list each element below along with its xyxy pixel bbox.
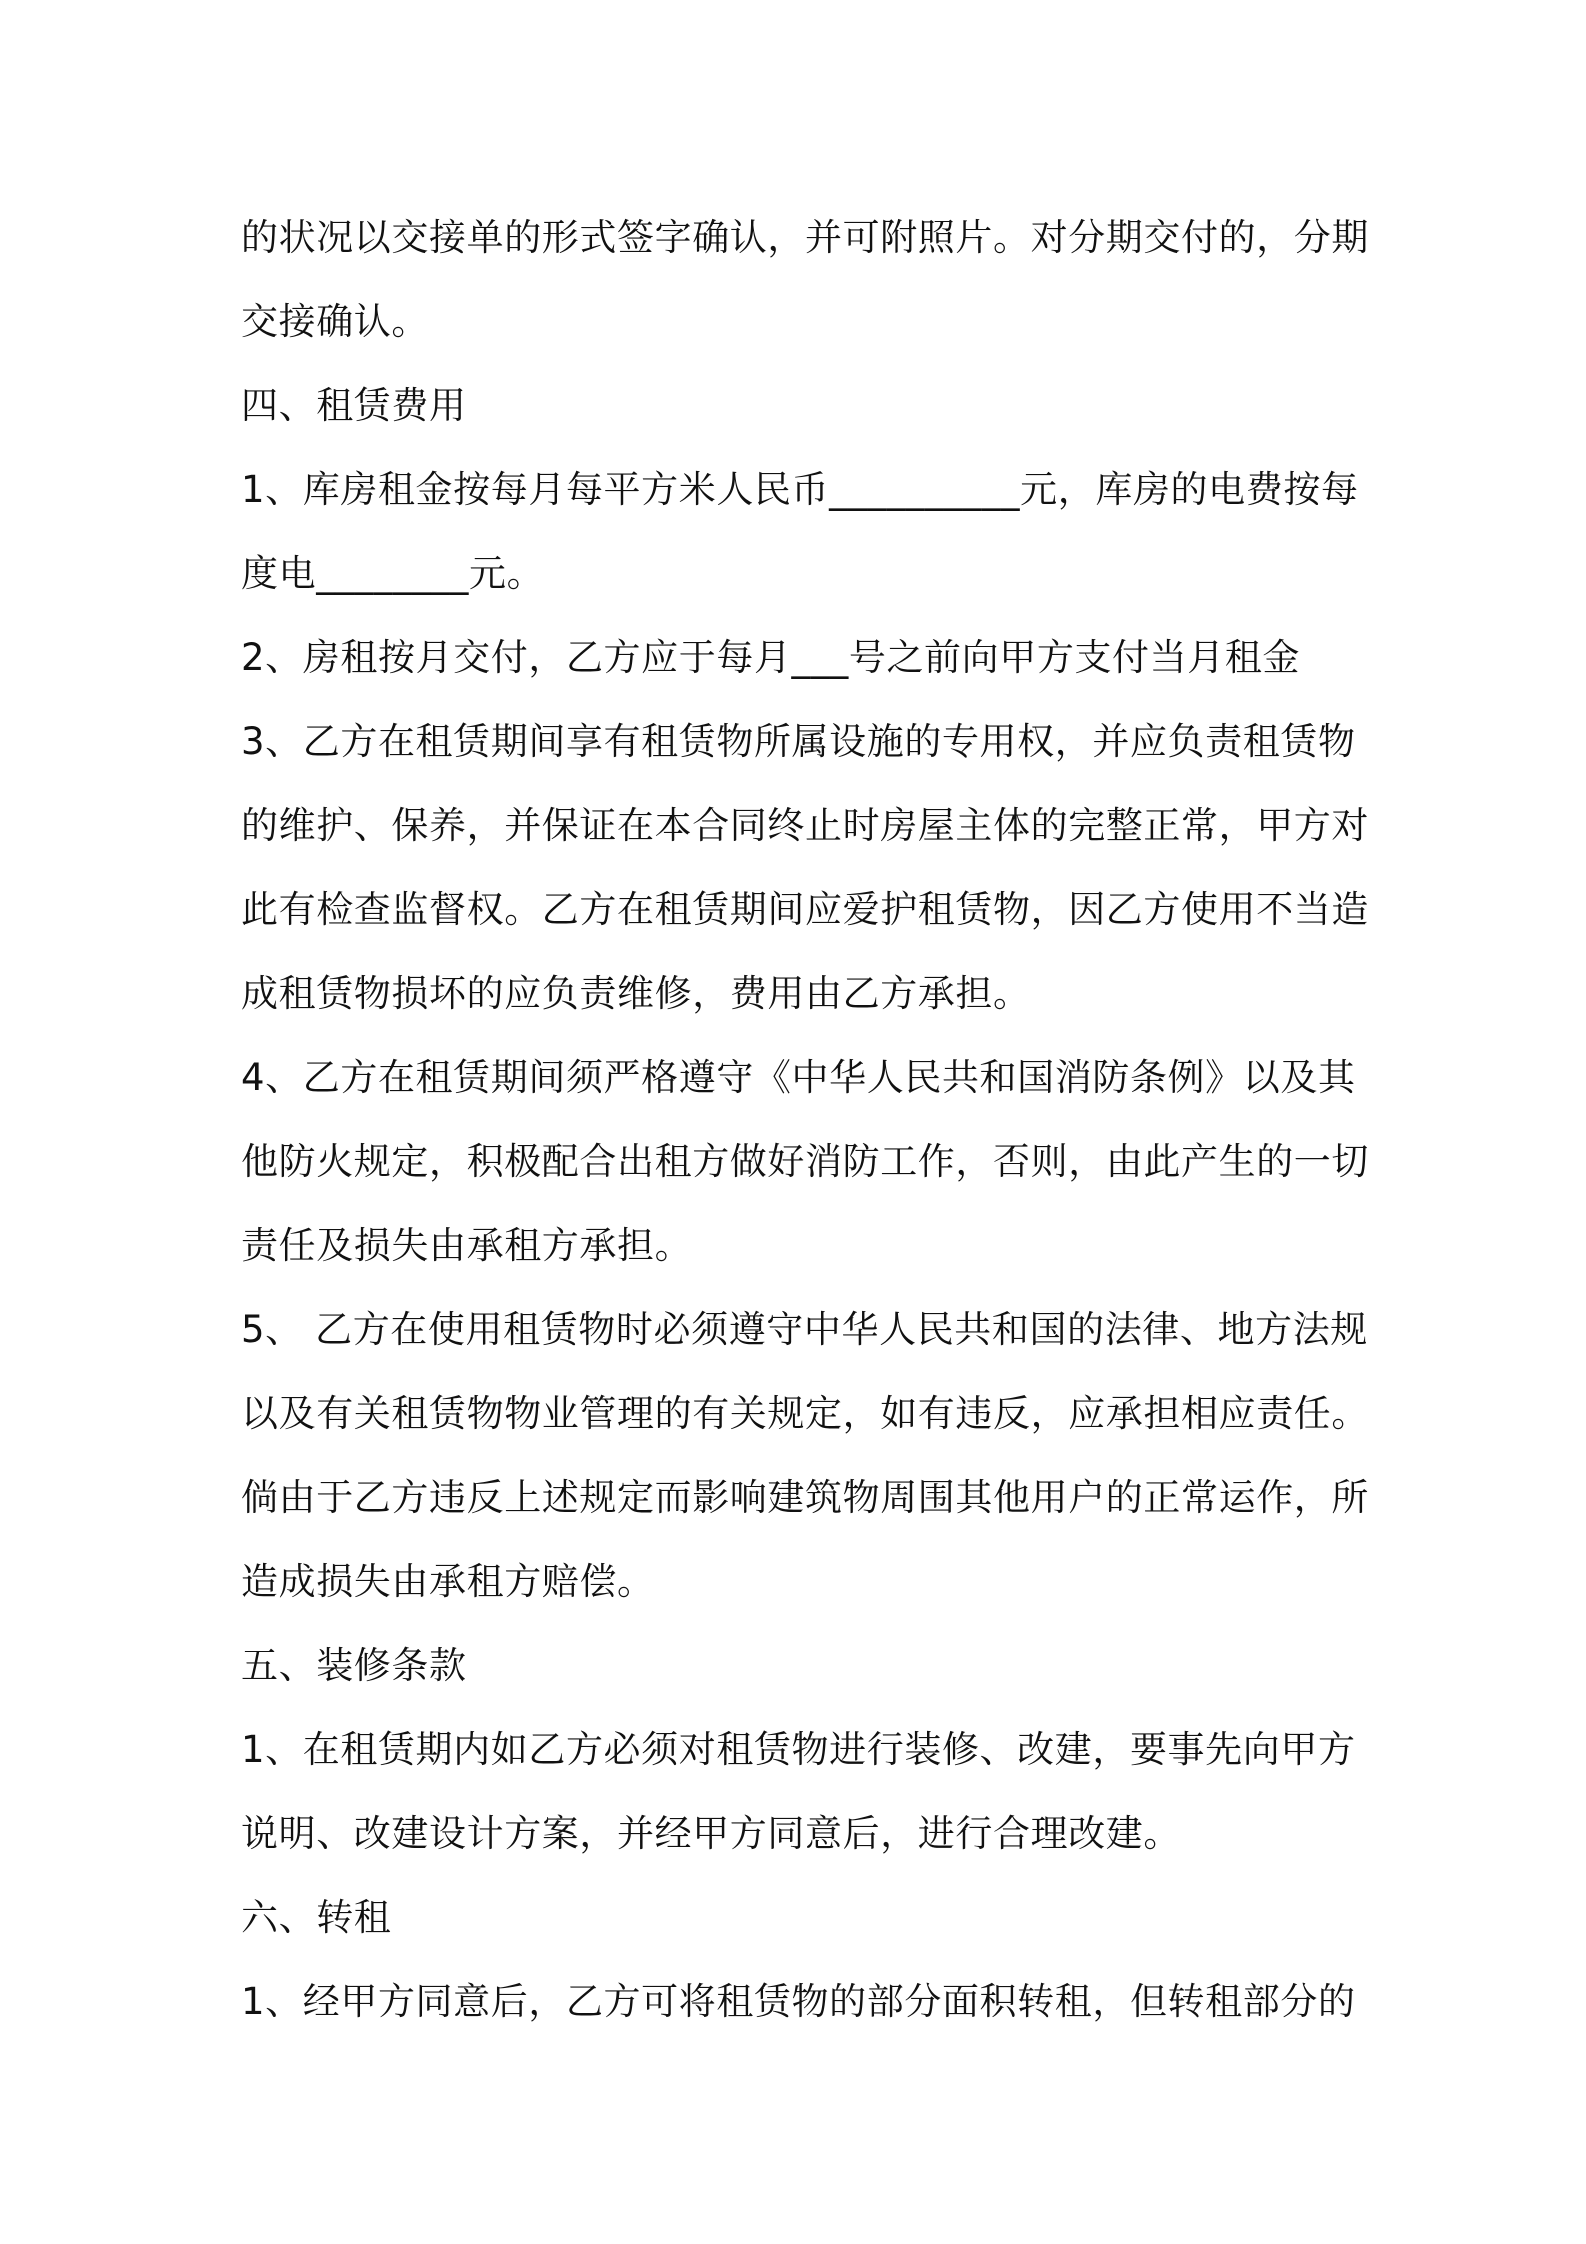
text-line: 1、库房租金按每月每平方米人民币__________元，库房的电费按每 bbox=[241, 468, 1359, 511]
text-line: 责任及损失由承租方承担。 bbox=[241, 1224, 693, 1267]
text-line: 2、房租按月交付，乙方应于每月___号之前向甲方支付当月租金 bbox=[241, 636, 1301, 679]
text-line: 的状况以交接单的形式签字确认，并可附照片。对分期交付的，分期 bbox=[241, 216, 1369, 259]
section-heading: 六、转租 bbox=[241, 1896, 392, 1939]
text-line: 他防火规定，积极配合出租方做好消防工作，否则，由此产生的一切 bbox=[241, 1140, 1369, 1183]
section-heading: 五、装修条款 bbox=[241, 1644, 467, 1687]
text-line: 度电________元。 bbox=[241, 552, 545, 595]
text-line: 1、在租赁期内如乙方必须对租赁物进行装修、改建，要事先向甲方 bbox=[241, 1728, 1356, 1771]
text-line: 倘由于乙方违反上述规定而影响建筑物周围其他用户的正常运作，所 bbox=[241, 1476, 1369, 1519]
text-line: 以及有关租赁物物业管理的有关规定，如有违反，应承担相应责任。 bbox=[241, 1392, 1369, 1435]
document-body bbox=[241, 196, 1369, 2044]
text-line: 此有检查监督权。乙方在租赁期间应爱护租赁物，因乙方使用不当造 bbox=[241, 888, 1369, 931]
text-line: 1、经甲方同意后，乙方可将租赁物的部分面积转租，但转租部分的 bbox=[241, 1980, 1356, 2023]
text-line: 4、乙方在租赁期间须严格遵守《中华人民共和国消防条例》以及其 bbox=[241, 1056, 1356, 1099]
text-line: 的维护、保养，并保证在本合同终止时房屋主体的完整正常，甲方对 bbox=[241, 804, 1369, 847]
text-line: 5、 乙方在使用租赁物时必须遵守中华人民共和国的法律、地方法规 bbox=[241, 1308, 1368, 1351]
text-line: 说明、改建设计方案，并经甲方同意后，进行合理改建。 bbox=[241, 1812, 1181, 1855]
text-line: 成租赁物损坏的应负责维修，费用由乙方承担。 bbox=[241, 972, 1031, 1015]
text-line: 3、乙方在租赁期间享有租赁物所属设施的专用权，并应负责租赁物 bbox=[241, 720, 1356, 763]
text-line: 造成损失由承租方赔偿。 bbox=[241, 1560, 655, 1603]
text-line: 交接确认。 bbox=[241, 300, 429, 343]
section-heading: 四、租赁费用 bbox=[241, 384, 467, 427]
